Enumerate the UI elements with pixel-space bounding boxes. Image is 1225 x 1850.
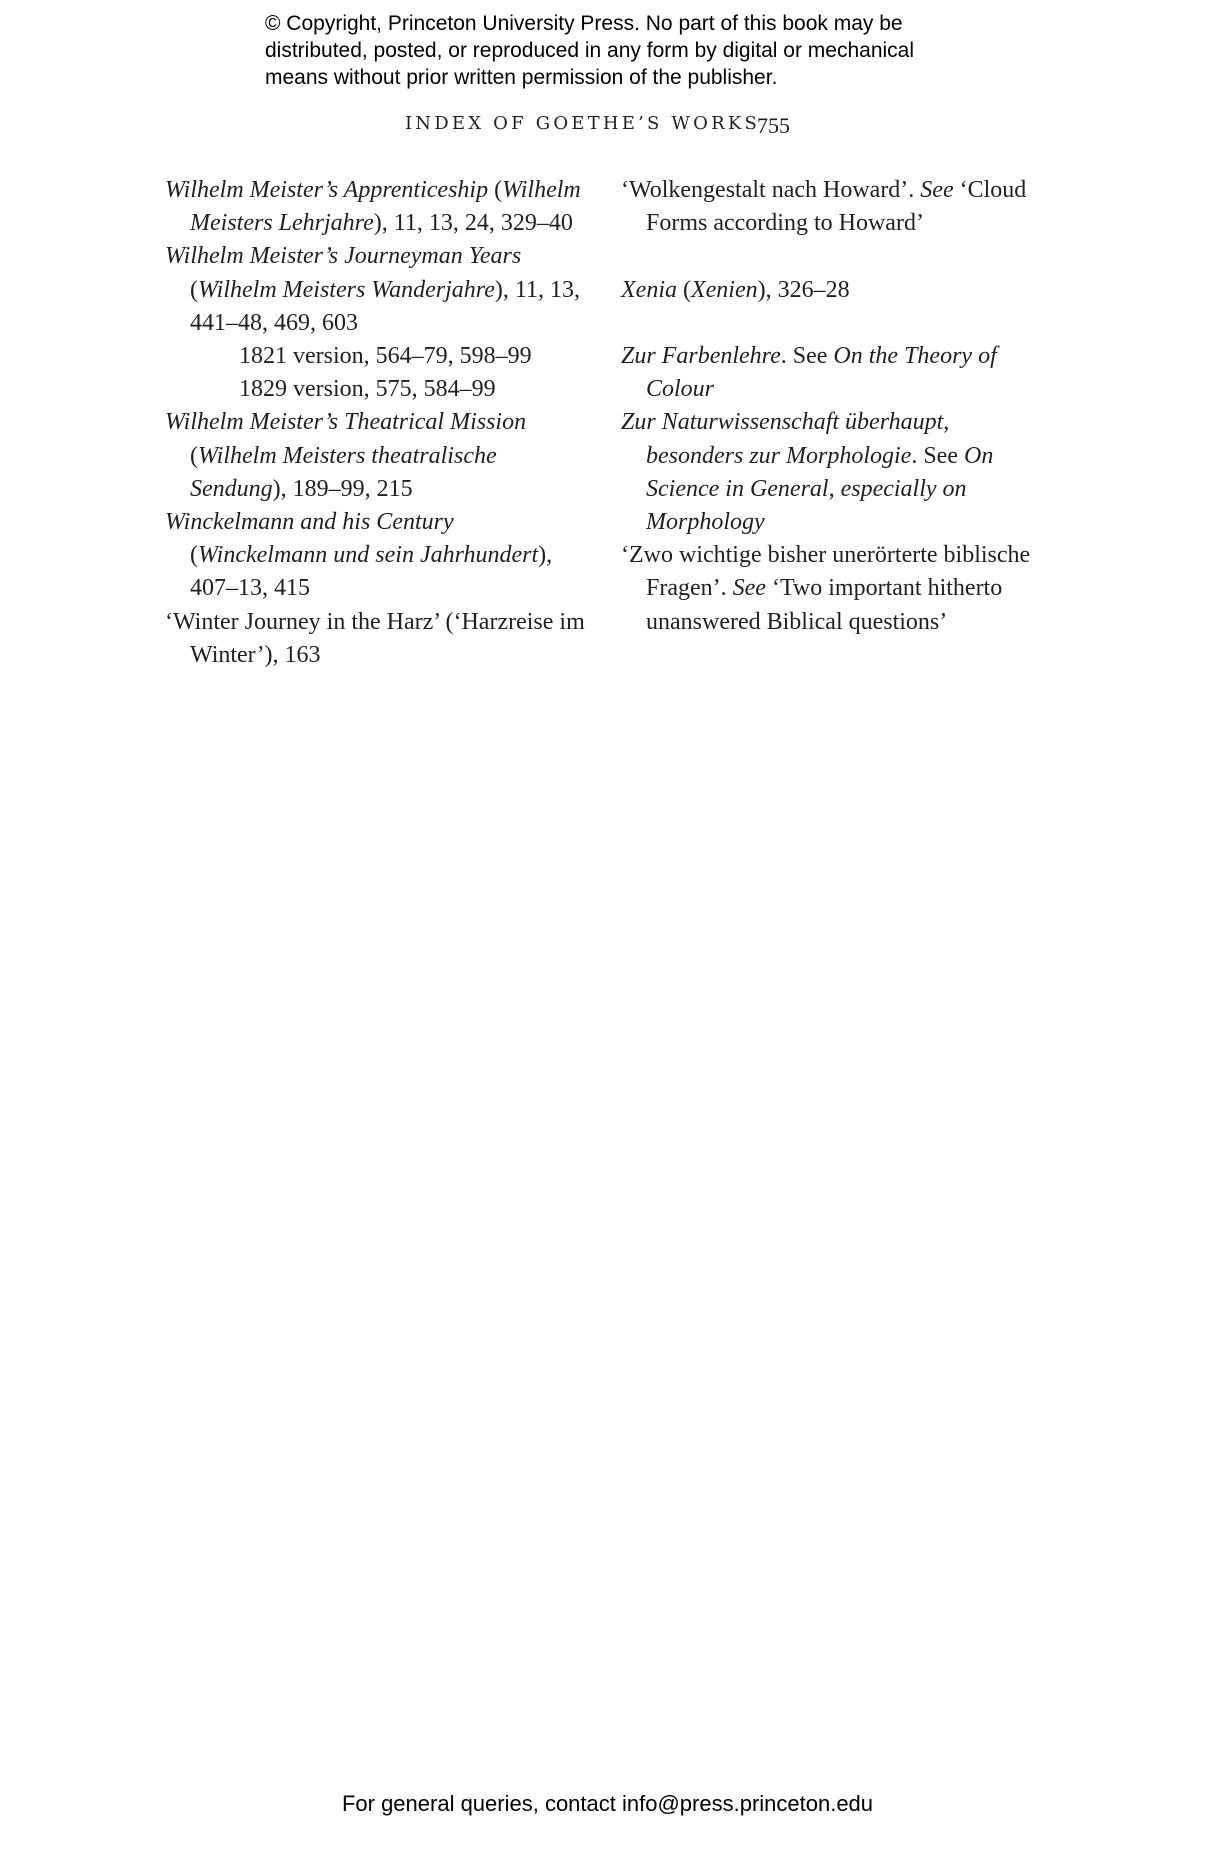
entry-original-title: Xenien [690, 276, 758, 303]
see-reference: . See [911, 442, 964, 469]
entry-title: Zur Farbenlehre [621, 342, 781, 369]
entry-paren: ( [488, 177, 503, 203]
entry-title: Wilhelm Meister’s Apprenticeship [165, 177, 489, 203]
index-subentry: 1829 version, 575, 584–99 [239, 376, 496, 403]
index-entry [165, 174, 585, 240]
index-entry [165, 240, 585, 340]
entry-paren: ( [190, 542, 198, 569]
entry-title: ‘Wolkengestalt nach Howard’. [621, 177, 921, 203]
see-reference: . See [780, 342, 834, 369]
entry-title: Wilhelm Meister’s Theatrical Mission [165, 409, 527, 436]
index-entry [621, 340, 1041, 406]
entry-paren: ( [190, 276, 198, 303]
entry-pages: ), 11, 13, 441–48, 469, 603 [190, 276, 580, 336]
copyright-notice [265, 10, 1025, 91]
index-column-left [165, 174, 585, 672]
see-target: On Science in General, especially on Morphology [646, 442, 994, 535]
footer-contact [0, 1791, 1225, 1817]
entry-title: Wilhelm Meister’s Journeyman Years [165, 243, 522, 270]
entry-title: Zur Naturwissenschaft überhaupt, besonders zur Morphologie [621, 409, 950, 469]
entry-paren: ( [676, 276, 691, 303]
entry-pages: ), 326–28 [757, 276, 850, 303]
see-reference: See [920, 177, 954, 203]
index-entry [621, 539, 1041, 639]
entry-paren: ( [190, 442, 198, 469]
letter-group-divider [621, 307, 1041, 340]
index-column-right [621, 174, 1041, 639]
entry-pages: ), 407–13, 415 [190, 542, 553, 602]
running-head: INDEX OF GOETHE’S WORKS [405, 113, 761, 134]
copyright-line: © Copyright, Princeton University Press. No part of this book may be [265, 12, 903, 35]
page-number: 755 [757, 113, 790, 138]
entry-original-title: Wilhelm Meisters theatralische Sendung [190, 442, 497, 502]
entry-original-title: Wilhelm Meisters Wanderjahre [198, 276, 495, 303]
entry-original-title: Winckelmann und sein Jahrhundert [198, 542, 539, 569]
index-entry [621, 274, 1041, 307]
footer-text: For general queries, contact info@press.princeton.edu [341, 1791, 874, 1816]
entry-title: Winckelmann and his Century [165, 509, 454, 536]
entry-original-title: Wilhelm Meisters Lehrjahre [190, 177, 581, 237]
index-entry [165, 506, 585, 606]
index-entry [621, 406, 1041, 539]
letter-group-divider [621, 240, 1041, 273]
entry-pages: ), 11, 13, 24, 329–40 [373, 210, 573, 237]
index-entry [621, 174, 1041, 240]
see-target: ‘Two important hitherto unanswered Biblical questions’ [646, 575, 1003, 635]
see-target: On the Theory of Colour [646, 342, 997, 403]
entry-title: ‘Zwo wichtige bisher unerörterte biblische Fragen’. [621, 542, 1031, 602]
copyright-line: distributed, posted, or reproduced in any form by digital or mechanical [265, 39, 915, 62]
see-reference: See [732, 575, 766, 602]
index-entry: ‘Winter Journey in the Harz’ (‘Harzreise im Winter’), 163 [165, 608, 585, 668]
copyright-line: means without prior written permission of the publisher. [265, 66, 778, 89]
entry-title: Xenia [621, 276, 677, 303]
see-target: ‘Cloud Forms according to Howard’ [646, 177, 1027, 237]
entry-pages: ), 189–99, 215 [272, 475, 413, 502]
index-entry [165, 406, 585, 506]
index-subentry: 1821 version, 564–79, 598–99 [239, 343, 532, 370]
